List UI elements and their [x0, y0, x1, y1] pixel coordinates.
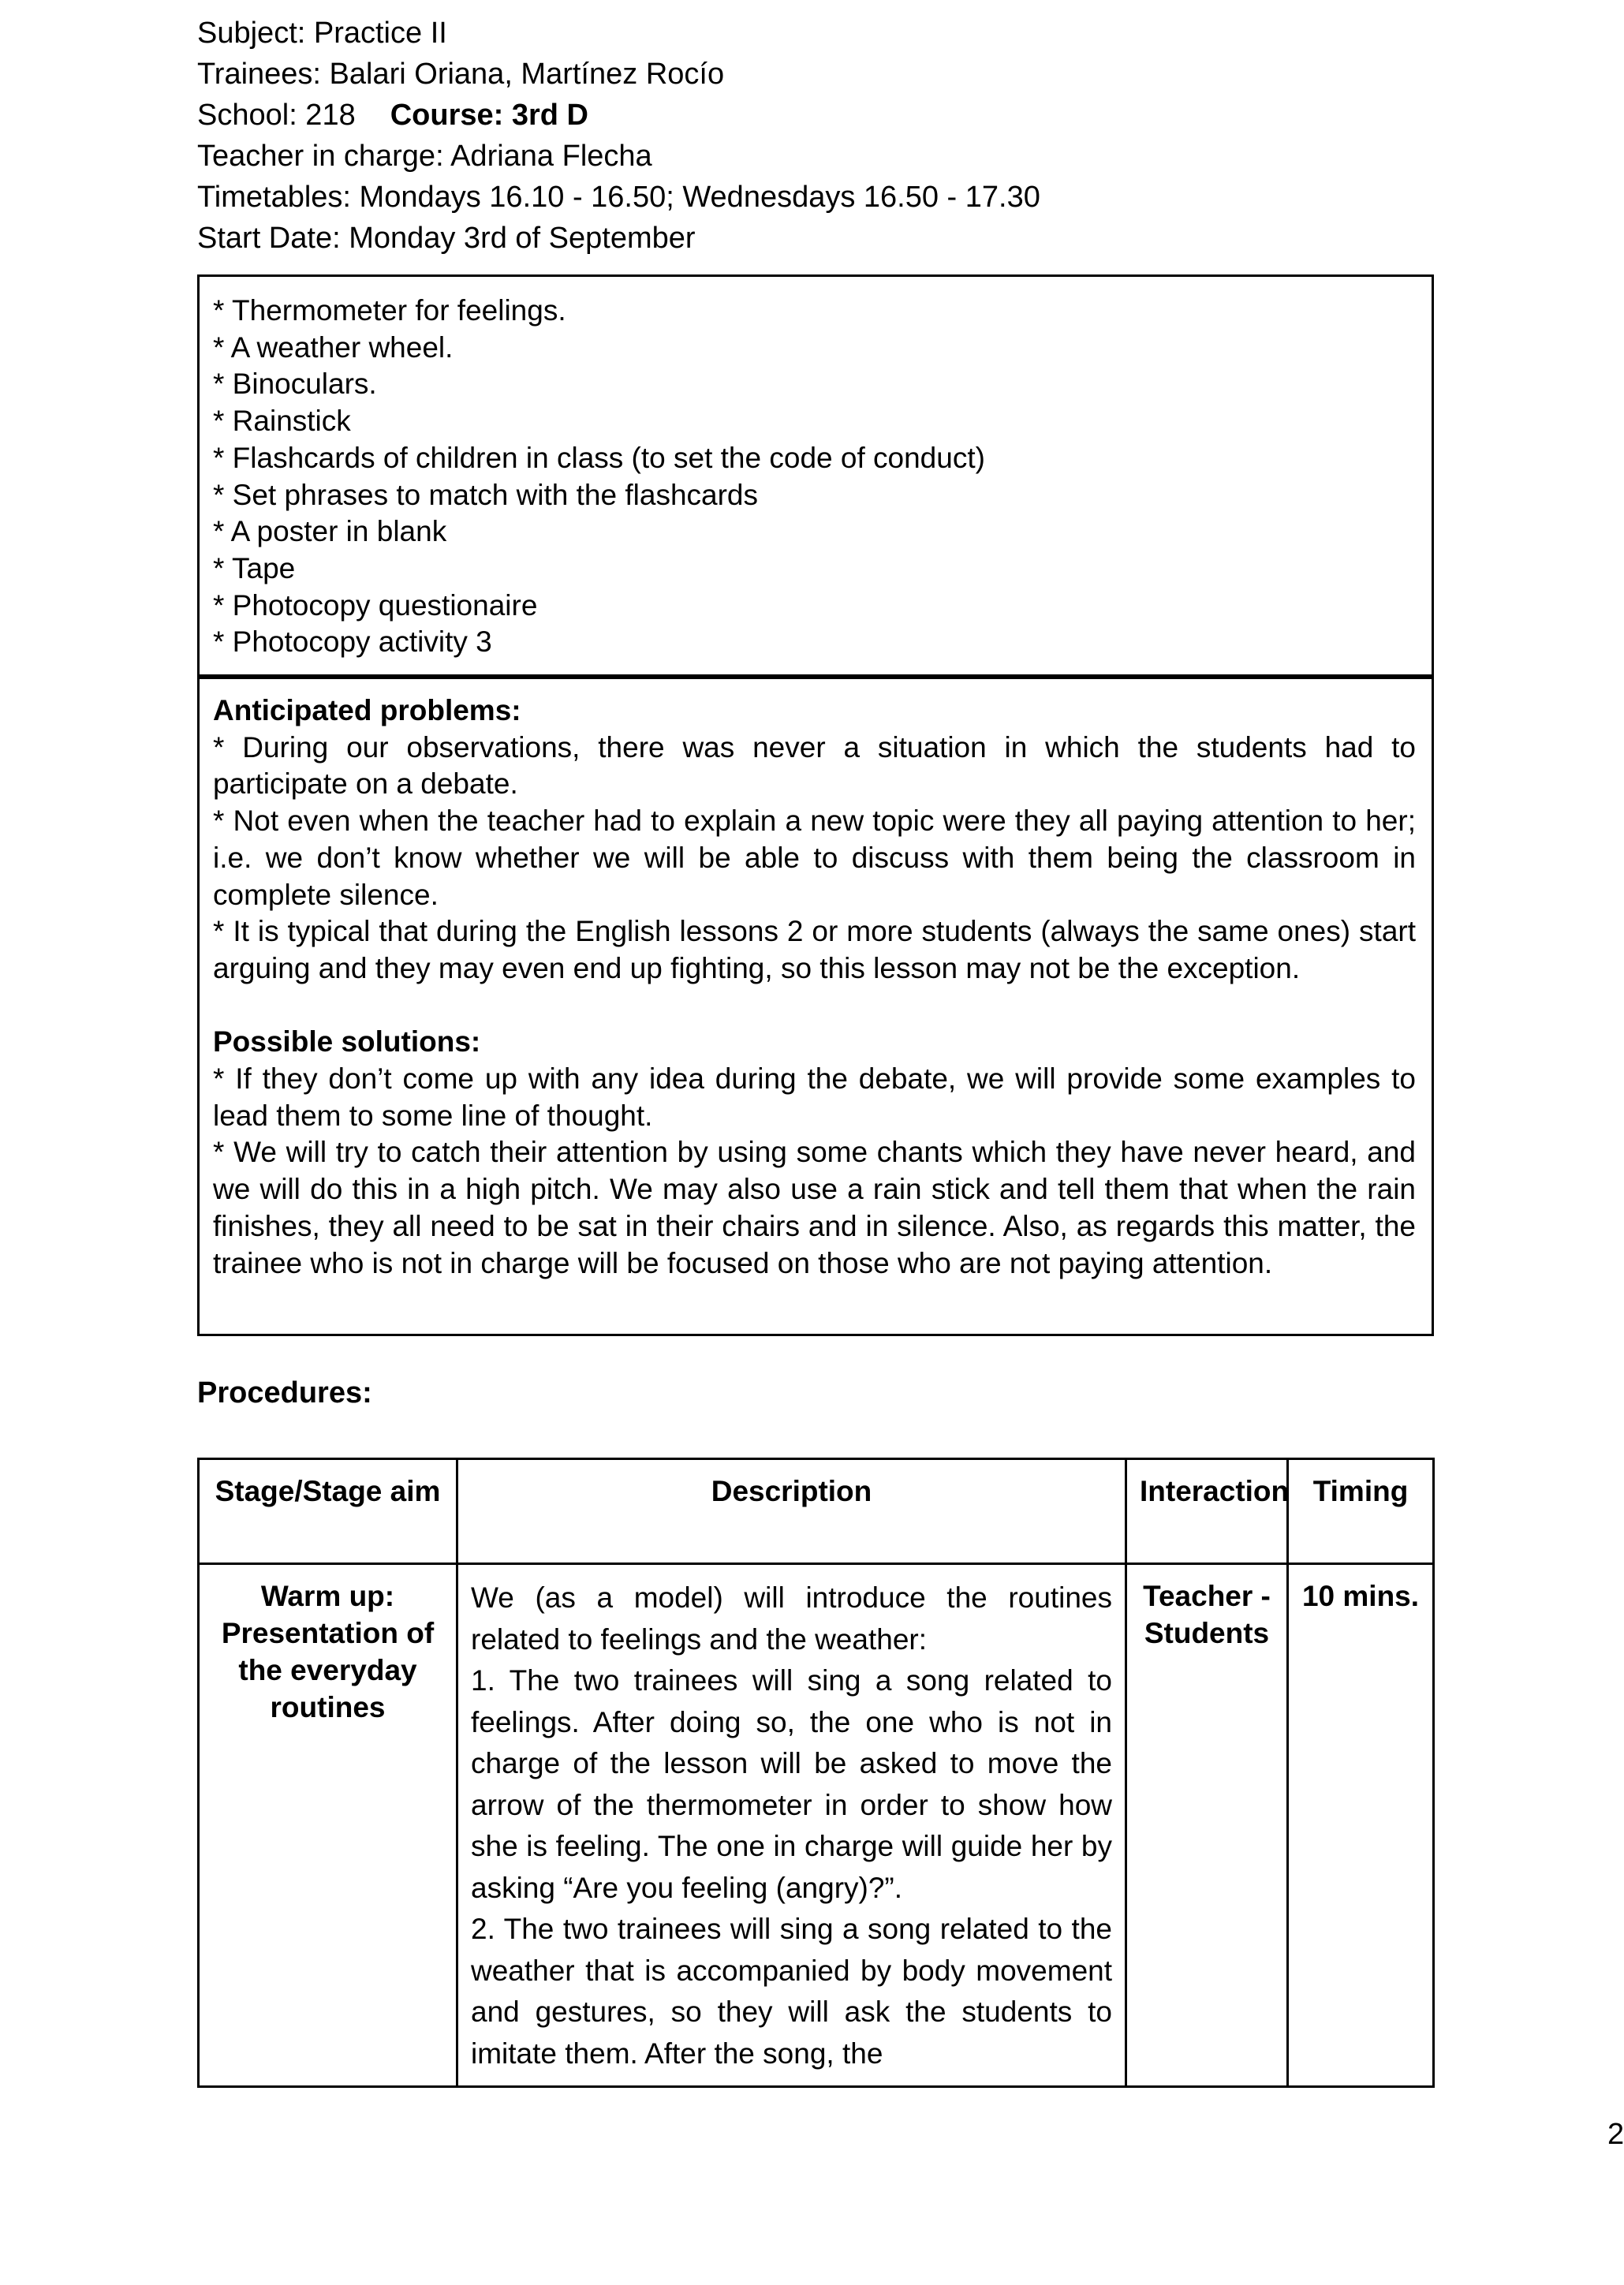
trainees-line: Trainees: Balari Oriana, Martínez Rocío — [197, 58, 725, 91]
possible-solution-item: * If they don’t come up with any idea during the debate, we will provide some examples to lead them to some line of thought. — [213, 1062, 1416, 1132]
table-row — [199, 1564, 1434, 2087]
timetables-line: Timetables: Mondays 16.10 - 16.50; Wednesdays 16.50 - 17.30 — [197, 181, 1040, 214]
materials-list — [200, 277, 1432, 661]
description-cell — [457, 1564, 1126, 2087]
start-date-line: Start Date: Monday 3rd of September — [197, 222, 696, 255]
description-intro: We (as a model) will introduce the routines related to feelings and the weather: — [471, 1581, 1112, 1656]
material-item: * Flashcards of children in class (to set the code of conduct) — [213, 441, 985, 474]
description-step: 2. The two trainees will sing a song related to the weather that is accompanied by body movement and gestures, so they will ask the students to imitate them. After the song, the — [471, 1913, 1112, 2070]
possible-solutions-title: Possible solutions: — [213, 1025, 481, 1058]
school-course-line — [197, 95, 1040, 136]
problems-solutions-box — [197, 674, 1434, 1336]
stage-cell: Warm up: Presentation of the everyday routines — [199, 1564, 457, 2087]
table-header-row — [199, 1459, 1434, 1564]
material-item: * A weather wheel. — [213, 330, 454, 364]
anticipated-problem-item: * It is typical that during the English lessons 2 or more students (always the same ones) start arguing and they may even end up fighting, so this lesson may not be the exception. — [213, 915, 1416, 984]
description-step: 1. The two trainees will sing a song related to feelings. After doing so, the one who is not in charge of the lesson will be asked to move the arrow of the thermometer in order to show how she is feeling. The one in charge will guide her by asking “Are you feeling (angry)?”. — [471, 1664, 1112, 1904]
header-interaction: Interaction — [1126, 1459, 1288, 1564]
procedures-heading: Procedures: — [197, 1376, 372, 1409]
school-text: School: 218 — [197, 99, 356, 132]
procedures-table — [197, 1458, 1435, 2088]
problems-solutions-content — [200, 677, 1432, 1282]
material-item: * Thermometer for feelings. — [213, 294, 566, 327]
subject-line: Subject: Practice II — [197, 17, 447, 50]
spacer — [213, 988, 1416, 1025]
material-item: * Set phrases to match with the flashcards — [213, 478, 759, 511]
material-item: * A poster in blank — [213, 515, 447, 548]
material-item: * Tape — [213, 551, 296, 584]
material-item: * Photocopy activity 3 — [213, 625, 492, 659]
header-block — [197, 13, 1040, 259]
anticipated-problem-item: * During our observations, there was never a situation in which the students had to participate on a debate. — [213, 730, 1416, 801]
header-timing: Timing — [1288, 1459, 1434, 1564]
course-text: Course: 3rd D — [390, 99, 588, 132]
teacher-line: Teacher in charge: Adriana Flecha — [197, 140, 652, 173]
material-item: * Rainstick — [213, 405, 351, 438]
material-item: * Photocopy questionaire — [213, 588, 538, 622]
timing-cell: 10 mins. — [1288, 1564, 1434, 2087]
materials-box — [197, 274, 1434, 679]
header-description: Description — [457, 1459, 1126, 1564]
material-item: * Binoculars. — [213, 368, 377, 401]
interaction-cell: Teacher - Students — [1126, 1564, 1288, 2087]
possible-solution-item: * We will try to catch their attention by using some chants which they have never heard, and we will do this in a high pitch. We may also use a rain stick and tell them that when the rain finishes, they all need to be sat in their chairs and in silence. Also, as regards this matter, the trainee who is not in charge will be focused on those who are not paying attention. — [213, 1136, 1416, 1279]
anticipated-problem-item: * Not even when the teacher had to explain a new topic were they all paying attention to her; i.e. we don’t know whether we will be able to discuss with them being the classroom in complete silence. — [213, 805, 1416, 911]
page-number: 2 — [1607, 2118, 1624, 2151]
anticipated-problems-title: Anticipated problems: — [213, 694, 521, 726]
header-stage: Stage/Stage aim — [199, 1459, 457, 1564]
